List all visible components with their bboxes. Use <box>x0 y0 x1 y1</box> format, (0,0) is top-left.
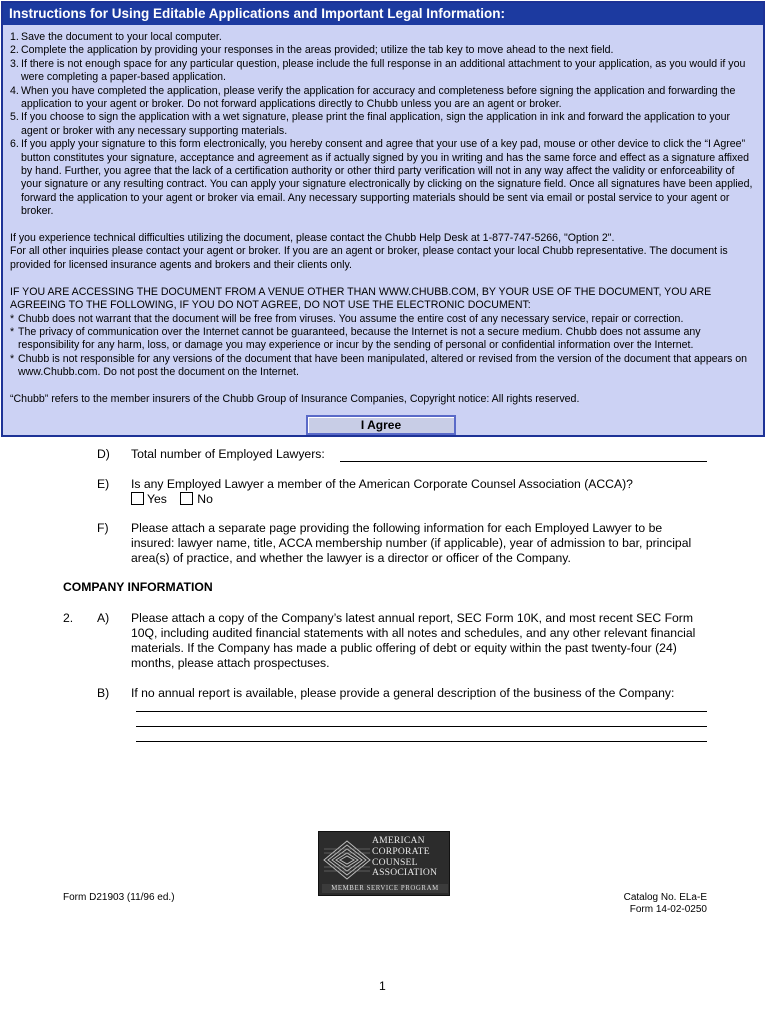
step-number: 5. <box>10 111 19 124</box>
bullet-mark: * <box>10 325 15 338</box>
item-b-letter: B) <box>97 686 110 700</box>
acca-options <box>131 492 213 506</box>
item-e-question: Is any Employed Lawyer a member of the American Corporate Counsel Association (ACCA)? <box>131 477 633 491</box>
help-desk-text: If you experience technical difficulties utilizing the document, please contact the Chubb Help Desk at 1-877-747-5266, "Option 2". <box>10 232 615 245</box>
logo-line: AMERICAN <box>372 835 425 846</box>
step-number: 1. <box>10 31 19 43</box>
item-a-text: Please attach a copy of the Company’s latest annual report, SEC Form 10K, and most recent SEC Form 10Q, including audited financial statements with all notes and schedules, and any other relevant financial materials. If the Company has made a public offering of debt or equity within the past twenty-four (24) months, please attach prospectuses. <box>131 611 696 670</box>
inquiries-text: For all other inquiries please contact your agent or broker. If you are an agent or broker, please contact your local Chubb representative. The document is provided for licensed insurance agents and brokers and their clients only. <box>10 245 728 271</box>
bullet-mark: * <box>10 312 15 325</box>
page-number: 1 <box>379 979 386 993</box>
logo-line: CORPORATE <box>372 845 430 857</box>
catalog-number: Catalog No. ELa-E <box>623 892 707 903</box>
item-d-question: Total number of Employed Lawyers: <box>131 447 325 461</box>
disclaimer-text: The privacy of communication over the Internet cannot be guaranteed, because the Internet is not a secure medium. Chubb does not assume any responsibility for any harm, loss, or damage you may experience or incur by the sending of personal or confidential information over the Internet. <box>18 325 701 352</box>
disclaimer-item <box>10 353 755 380</box>
instruction-steps <box>10 31 755 219</box>
instruction-step <box>10 85 755 112</box>
step-text: Save the document to your local computer. <box>21 31 222 43</box>
logo-footer: MEMBER SERVICE PROGRAM <box>322 884 448 893</box>
step-text: If you apply your signature to this form electronically, you hereby consent and agree that your use of a key pad, mouse or other device to click the “I Agree” button constitutes your signature, acceptance and agreement as if actually signed by you in writing and has the same force and effect as a signature affixed by hand. Further, you agree that the lack of a certification authority or other third party verification will not in any way affect the validity or enforceability of your signature or any resulting contract. You can apply your signature electronically by clicking on the signature field. Once all signatures have been applied, forward the application to your agent or broker via email. Any necessary supporting materials should be sent via email or postal service to your agent or broker. <box>21 138 753 218</box>
item-e-letter: E) <box>97 477 110 491</box>
instruction-step <box>10 138 755 218</box>
item-f-letter: F) <box>97 521 109 535</box>
panel-body <box>10 31 755 406</box>
panel-title: Instructions for Using Editable Applications and Important Legal Information: <box>3 3 763 25</box>
step-text: If you choose to sign the application with a wet signature, please print the final application, sign the application in ink and forward the application to your agent or broker with any necessary supporting materials. <box>21 111 731 137</box>
bullet-mark: * <box>10 352 15 365</box>
item-f-text: Please attach a separate page providing the following information for each Employed Lawyer to be insured: lawyer name, title, ACCA membership number (if applicable), year of admission to bar, principal area(s) of practice, and whether the lawyer is a director or officer of the Company. <box>131 521 692 565</box>
item-b-question: If no annual report is available, please provide a general description of the business of the Company: <box>131 686 675 700</box>
disclaimer-item <box>10 326 755 353</box>
yes-label: Yes <box>147 492 167 506</box>
item-a-letter: A) <box>97 611 110 625</box>
venue-warning: IF YOU ARE ACCESSING THE DOCUMENT FROM A VENUE OTHER THAN WWW.CHUBB.COM, BY YOUR USE OF THE DOCUMENT, YOU ARE AGREEING TO THE FOLLOWING, IF YOU DO NOT AGREE, DO NOT USE THE ELECTRONIC DOCUMENT: <box>10 285 712 312</box>
instruction-step <box>10 111 755 138</box>
logo-line: ASSOCIATION <box>372 867 438 879</box>
step-number: 3. <box>10 57 19 70</box>
acca-logo <box>318 831 450 896</box>
disclaimer-item <box>10 313 755 326</box>
instruction-step <box>10 44 755 57</box>
yes-checkbox[interactable] <box>131 492 144 505</box>
disclaimer-text: Chubb is not responsible for any versions of the document that have been manipulated, altered or revised from the version of the document that appears on www.Chubb.com. Do not post the document on the Internet. <box>18 352 748 379</box>
form-id: Form D21903 (11/96 ed.) <box>63 892 175 903</box>
form-number: Form 14-02-0250 <box>629 904 707 915</box>
step-number: 6. <box>10 138 19 151</box>
question-2-number: 2. <box>63 611 74 625</box>
acca-emblem-icon <box>322 835 372 885</box>
no-label: No <box>197 492 213 506</box>
company-information-heading: COMPANY INFORMATION <box>63 580 213 594</box>
employed-lawyers-field[interactable] <box>340 461 707 462</box>
step-text: Complete the application by providing your responses in the areas provided; utilize the tab key to move ahead to the next field. <box>21 44 614 57</box>
i-agree-button[interactable]: I Agree <box>306 415 456 435</box>
disclaimer-text: Chubb does not warrant that the document will be free from viruses. You assume the entire cost of any necessary service, repair or correction. <box>18 312 684 325</box>
business-description-line[interactable] <box>136 726 707 727</box>
chubb-definition: “Chubb” refers to the member insurers of the Chubb Group of Insurance Companies, Copyright notice: All rights reserved. <box>10 392 580 405</box>
business-description-line[interactable] <box>136 741 707 742</box>
step-text: If there is not enough space for any particular question, please include the full response in an additional attachment to your application, as you would if you were completing a paper-based application. <box>21 57 746 84</box>
step-number: 4. <box>10 84 19 97</box>
business-description-line[interactable] <box>136 711 707 712</box>
instruction-step <box>10 31 755 44</box>
step-number: 2. <box>10 44 19 57</box>
logo-line: COUNSEL <box>372 856 418 868</box>
instruction-step <box>10 58 755 85</box>
item-d-letter: D) <box>97 447 110 461</box>
instructions-panel <box>1 1 765 437</box>
no-checkbox[interactable] <box>180 492 193 505</box>
step-text: When you have completed the application, please verify the application for accuracy and completeness before signing the application and forwarding the application to your agent or broker. Do not forward applications directly to Chubb unless you are an agent or broker. <box>21 84 736 111</box>
acca-logo-text <box>372 836 448 879</box>
